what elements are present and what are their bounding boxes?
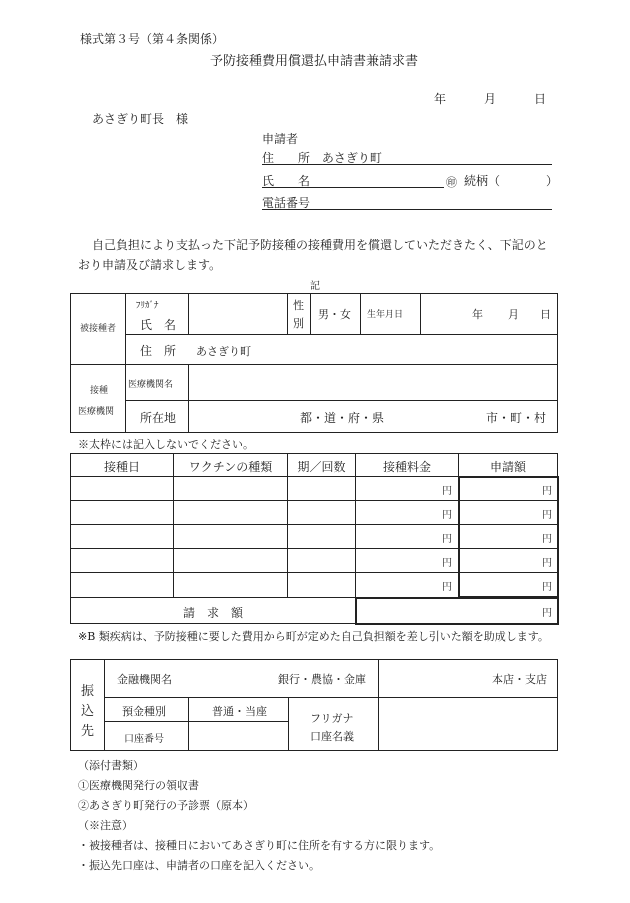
transfer-side-label-1: 振 bbox=[81, 684, 95, 699]
date-year-label: 年 bbox=[434, 92, 447, 106]
bank-name-label: 金融機関名 bbox=[117, 673, 172, 686]
fee-yen: 円 bbox=[442, 486, 452, 497]
vaccinee-address-label: 住 所 bbox=[140, 344, 177, 358]
branch-type-options[interactable]: 本店・支店 bbox=[492, 673, 547, 686]
deposit-type-label: 預金種別 bbox=[122, 705, 166, 718]
col-header-fee: 接種料金 bbox=[382, 460, 431, 474]
col-header-vaccine: ワクチンの種類 bbox=[188, 460, 273, 474]
vaccinee-address-value[interactable]: あさぎり町 bbox=[196, 345, 251, 358]
transfer-side-label-2: 込 bbox=[81, 704, 95, 719]
facility-label-2: 医療機関 bbox=[78, 407, 115, 417]
account-number-input[interactable] bbox=[190, 723, 286, 749]
total-claim-yen[interactable]: 円 bbox=[542, 608, 552, 619]
col-header-claim: 申請額 bbox=[489, 460, 526, 474]
vaccinee-label: 被接種者 bbox=[80, 324, 117, 334]
relation-close: ） bbox=[546, 174, 559, 188]
form-number: 様式第３号（第４条関係） bbox=[80, 32, 225, 46]
relation-label: 続柄（ bbox=[464, 174, 501, 188]
attachment-item: ②あさぎり町発行の予診票（原本） bbox=[78, 799, 254, 812]
sex-label-1: 性 bbox=[293, 299, 304, 312]
fee-yen: 円 bbox=[442, 510, 452, 521]
fee-yen: 円 bbox=[442, 534, 452, 545]
deposit-type-options[interactable]: 普通・当座 bbox=[212, 705, 267, 718]
thick-frame-note: ※太枠には記入しないでください。 bbox=[78, 438, 254, 451]
bank-type-options[interactable]: 銀行・農協・金庫 bbox=[278, 673, 366, 686]
applicant-address-label: 住 所 bbox=[262, 151, 311, 165]
note-item: ・被接種者は、接種日においてあさぎり町に住所を有する方に限ります。 bbox=[78, 839, 441, 852]
col-header-dose: 期／回数 bbox=[297, 460, 346, 474]
facility-name-label: 医療機関名 bbox=[128, 380, 174, 390]
sex-label-2: 別 bbox=[293, 317, 304, 330]
prefecture-options[interactable]: 都・道・府・県 bbox=[300, 411, 385, 425]
fee-yen: 円 bbox=[442, 558, 452, 569]
total-claim-label: 請 求 額 bbox=[182, 606, 243, 620]
note-item: ・振込先口座は、申請者の口座を記入ください。 bbox=[78, 859, 320, 872]
applicant-address-field[interactable] bbox=[262, 149, 552, 165]
birthdate-label: 生年月日 bbox=[367, 310, 404, 320]
form-title: 予防接種費用償還払申請書兼請求書 bbox=[210, 54, 419, 69]
fee-yen: 円 bbox=[442, 582, 452, 593]
ki-label: 記 bbox=[310, 281, 320, 292]
statement-line-1: 自己負担により支払った下記予防接種の接種費用を償還していただきたく、下記のと bbox=[92, 238, 548, 252]
notes-heading: （※注意） bbox=[78, 819, 133, 832]
vaccinee-name-label: 氏 名 bbox=[140, 318, 177, 332]
account-name-label: 口座名義 bbox=[310, 730, 354, 743]
b-disease-note: ※B 類疾病は、予防接種に要した費用から町が定めた自己負担額を差し引いた額を助成します。 bbox=[78, 630, 549, 643]
furigana-label: ﾌﾘｶﾞﾅ bbox=[136, 301, 159, 311]
attachments-heading: （添付書類） bbox=[78, 759, 144, 772]
date-day-label: 日 bbox=[534, 92, 547, 106]
birth-month-label: 月 bbox=[508, 308, 519, 321]
birth-year-label: 年 bbox=[472, 308, 483, 321]
addressee: あさぎり町長 様 bbox=[92, 112, 189, 126]
transfer-side-label-3: 先 bbox=[81, 724, 95, 739]
facility-label-1: 接種 bbox=[90, 386, 109, 396]
birth-day-label: 日 bbox=[540, 308, 551, 321]
applicant-name-field[interactable] bbox=[262, 172, 444, 188]
account-furigana-label: フリガナ bbox=[310, 712, 354, 725]
claim-yen: 円 bbox=[542, 486, 552, 497]
claim-yen: 円 bbox=[542, 510, 552, 521]
applicant-heading: 申請者 bbox=[262, 132, 299, 146]
account-number-label: 口座番号 bbox=[124, 734, 164, 745]
claim-yen: 円 bbox=[542, 558, 552, 569]
account-name-input[interactable] bbox=[380, 699, 556, 749]
sex-options[interactable]: 男・女 bbox=[318, 308, 351, 321]
vaccinee-name-input[interactable] bbox=[190, 295, 285, 332]
date-month-label: 月 bbox=[484, 92, 497, 106]
applicant-phone-label: 電話番号 bbox=[262, 196, 311, 210]
claim-yen: 円 bbox=[542, 534, 552, 545]
statement-line-2: おり申請及び請求します。 bbox=[78, 258, 222, 272]
applicant-address-value: あさぎり町 bbox=[321, 151, 382, 165]
applicant-name-label: 氏 名 bbox=[262, 174, 311, 188]
facility-location-label: 所在地 bbox=[140, 411, 177, 425]
col-header-date: 接種日 bbox=[103, 460, 140, 474]
city-options[interactable]: 市・町・村 bbox=[486, 411, 547, 425]
claim-yen: 円 bbox=[542, 582, 552, 593]
seal-mark: ㊞ bbox=[446, 176, 457, 189]
facility-name-input[interactable] bbox=[190, 366, 555, 398]
applicant-phone-field[interactable] bbox=[262, 194, 552, 210]
attachment-item: ①医療機関発行の領収書 bbox=[78, 779, 199, 792]
